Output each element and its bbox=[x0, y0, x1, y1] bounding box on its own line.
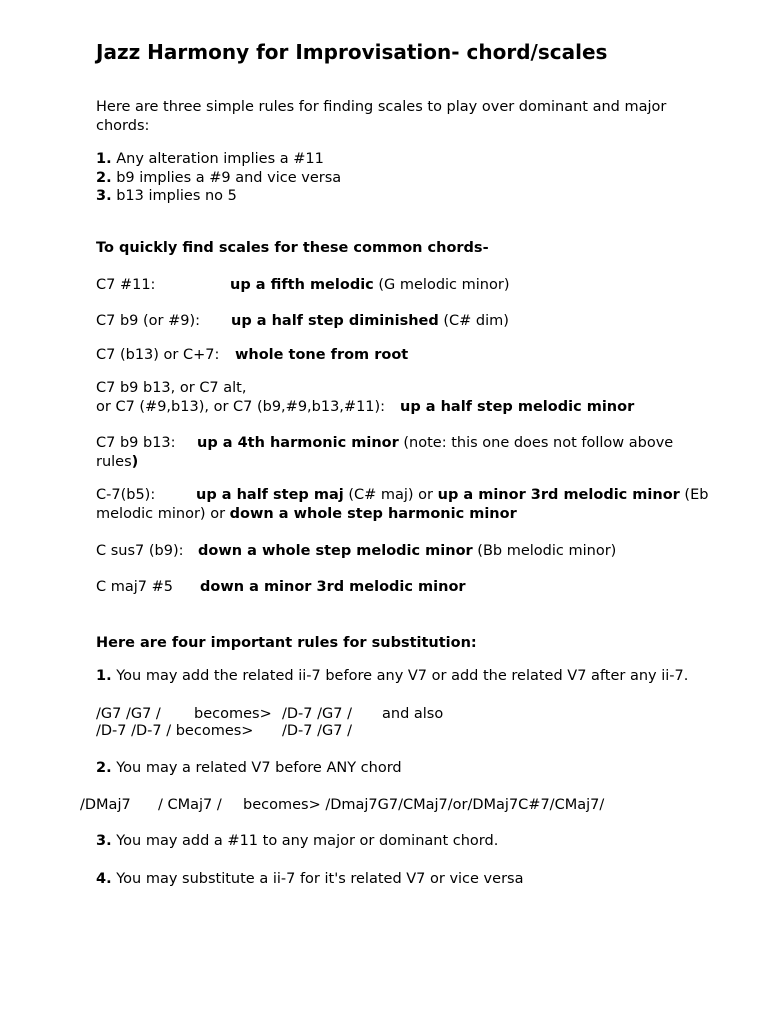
rule-number: 2. bbox=[96, 170, 112, 186]
chord-label: or C7 (#9,b13), or C7 (b9,#9,b13,#11): bbox=[96, 399, 386, 415]
rule-number: 3. bbox=[96, 188, 112, 204]
scale-name: up a minor 3rd melodic minor bbox=[437, 487, 680, 503]
chord-label: C7 (b13) or C+7: bbox=[96, 347, 220, 363]
sub-rule-4 bbox=[96, 870, 523, 889]
scale-name: down a minor 3rd melodic minor bbox=[200, 579, 466, 595]
rule-number: 1. bbox=[96, 151, 112, 167]
example-result: becomes> /Dmaj7G7/CMaj7/or/DMaj7C#7/CMaj7/ bbox=[243, 797, 605, 813]
chord-label: C7 b9 b13: bbox=[96, 435, 176, 451]
example-result: /D-7 /G7 / bbox=[282, 723, 352, 739]
rule-number: 3. bbox=[96, 833, 112, 849]
chord-label: C maj7 #5 bbox=[96, 579, 173, 595]
chord-label: C sus7 (b9): bbox=[96, 543, 184, 559]
section-heading-scales bbox=[96, 239, 489, 258]
chord-scale bbox=[198, 542, 616, 561]
rule-2 bbox=[96, 169, 341, 188]
scale-name: whole tone from root bbox=[235, 347, 409, 363]
scale-name: up a 4th harmonic minor bbox=[197, 435, 399, 451]
chord-scale bbox=[235, 346, 408, 365]
chord-scale bbox=[197, 434, 673, 453]
example-and-also: and also bbox=[382, 706, 444, 722]
example-becomes: becomes> bbox=[194, 706, 272, 722]
intro-line-2: chords: bbox=[96, 118, 150, 134]
example-progression: /G7 /G7 / bbox=[96, 706, 161, 722]
chord-scale bbox=[200, 578, 466, 597]
example-result: /D-7 /G7 / bbox=[282, 706, 352, 722]
chord-label: C7 #11: bbox=[96, 277, 156, 293]
rule-text: b9 implies a #9 and vice versa bbox=[111, 170, 342, 186]
rule-text: Any alteration implies a #11 bbox=[111, 151, 324, 167]
chord-scale bbox=[230, 276, 509, 295]
chord-scale bbox=[400, 398, 634, 417]
rule-text: You may add the related ii-7 before any V7 or add the related V7 after any ii-7. bbox=[111, 668, 689, 684]
rule-number: 2. bbox=[96, 760, 112, 776]
chord-note-continued: rules) bbox=[96, 454, 139, 470]
sub-rule-2 bbox=[96, 759, 402, 778]
rule-text: You may add a #11 to any major or dominant chord. bbox=[111, 833, 499, 849]
scale-name: up a half step diminished bbox=[231, 313, 439, 329]
chord-scale: up a half step maj (C# maj) or up a minor 3rd melodic minor (Eb bbox=[196, 487, 709, 503]
chord-scale bbox=[231, 312, 509, 331]
section-heading-substitution bbox=[96, 634, 477, 653]
chord-label: C-7(b5): bbox=[96, 487, 156, 503]
scale-name: up a half step maj bbox=[196, 487, 344, 503]
rule-text: b13 implies no 5 bbox=[111, 188, 237, 204]
rule-text: You may a related V7 before ANY chord bbox=[111, 760, 402, 776]
scale-note: (C# dim) bbox=[438, 313, 509, 329]
section-heading-text: To quickly find scales for these common chords- bbox=[96, 240, 489, 256]
example-progression: /DMaj7 bbox=[80, 797, 131, 813]
page-title: Jazz Harmony for Improvisation- chord/scales bbox=[96, 40, 608, 64]
example-progression: /D-7 /D-7 / becomes> bbox=[96, 723, 254, 739]
rule-number: 4. bbox=[96, 871, 112, 887]
scale-note: (Bb melodic minor) bbox=[472, 543, 617, 559]
example-progression: / CMaj7 / bbox=[158, 797, 222, 813]
scale-note: (G melodic minor) bbox=[373, 277, 510, 293]
rule-text: You may substitute a ii-7 for it's related V7 or vice versa bbox=[111, 871, 524, 887]
rule-number: 1. bbox=[96, 668, 112, 684]
intro-line-1: Here are three simple rules for finding scales to play over dominant and major bbox=[96, 99, 667, 115]
section-heading-text: Here are four important rules for substitution: bbox=[96, 635, 477, 651]
rule-1 bbox=[96, 150, 324, 169]
scale-name: down a whole step harmonic minor bbox=[229, 506, 517, 522]
chord-label: C7 b9 b13, or C7 alt, bbox=[96, 380, 247, 396]
chord-scale-continued: melodic minor) or down a whole step harmonic minor bbox=[96, 506, 517, 522]
scale-note: (note: this one does not follow above bbox=[398, 435, 674, 451]
sub-rule-1 bbox=[96, 667, 688, 686]
rule-3 bbox=[96, 187, 237, 206]
sub-rule-3 bbox=[96, 832, 498, 851]
scale-name: down a whole step melodic minor bbox=[198, 543, 473, 559]
scale-name: up a half step melodic minor bbox=[400, 399, 635, 415]
scale-name: up a fifth melodic bbox=[230, 277, 374, 293]
chord-label: C7 b9 (or #9): bbox=[96, 313, 201, 329]
